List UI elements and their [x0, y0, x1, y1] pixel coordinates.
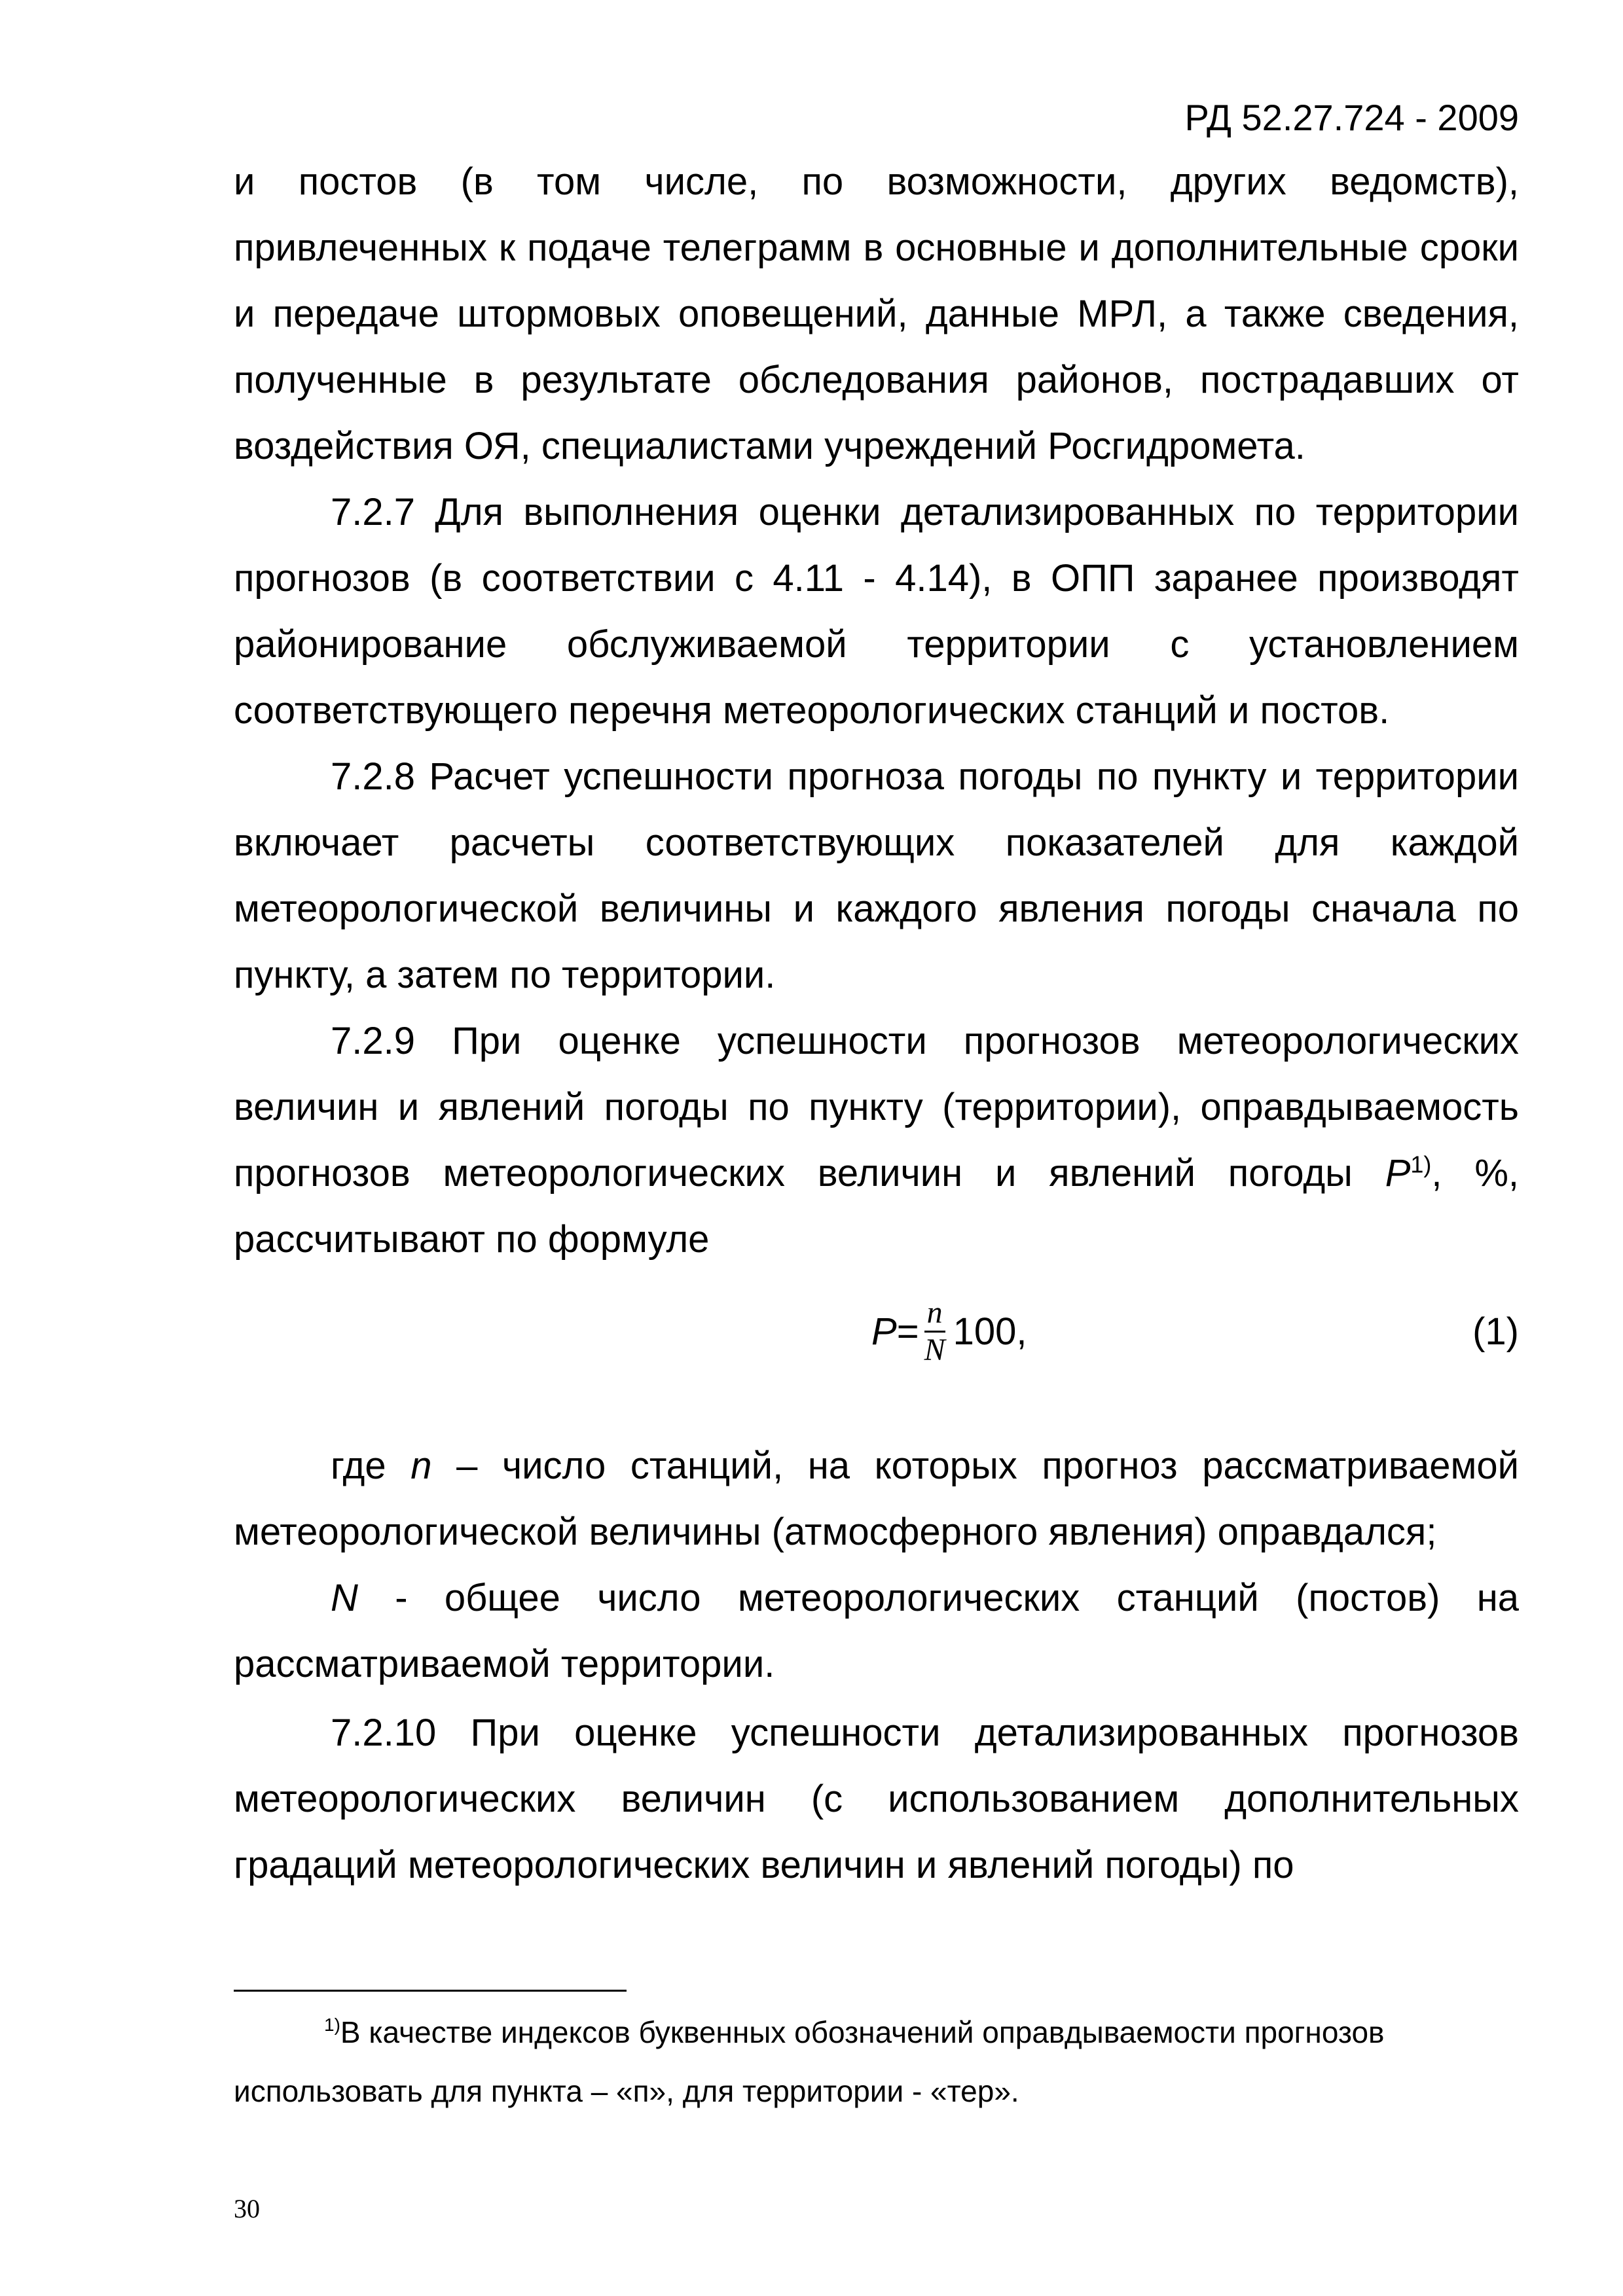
paragraph-7-2-9-text: 7.2.9 При оценке успешности прогнозов метеорологических величин и явлений погоды по пункту (территории), оправдываемость прогнозов метеорологических величин и явлений погоды — [234, 1020, 1519, 1194]
document-code: РД 52.27.724 - 2009 — [1184, 97, 1519, 138]
footnote-marker: 1) — [324, 2015, 340, 2035]
formula-equals: = — [896, 1310, 919, 1353]
footnote-text-1: В качестве индексов буквенных обозначений оправдываемости прогнозов — [340, 2015, 1385, 2049]
definition-N — [234, 1565, 1519, 1697]
equation-number: (1) — [1472, 1310, 1519, 1353]
footnote-line-2: использовать для пункта – «п», для территории - «тер». — [234, 2074, 1019, 2108]
formula-lhs: P — [871, 1310, 897, 1353]
definition-n-prefix: где — [331, 1444, 411, 1487]
definition-n-text: – число станций, на которых прогноз рассматриваемой метеорологической величины (атмосферного явления) оправдался; — [234, 1444, 1520, 1553]
symbol-N: N — [331, 1577, 358, 1619]
page-number: 30 — [234, 2194, 260, 2223]
paragraph-7-2-9 — [234, 1008, 1519, 1272]
definition-n — [234, 1433, 1519, 1565]
formula-denominator: N — [924, 1332, 945, 1367]
symbol-P: P — [1385, 1152, 1411, 1194]
paragraph-intro: и постов (в том числе, по возможности, других ведомств), привлеченных к подаче телеграмм в основные и дополнительные сроки и передаче штормовых оповещений, данные МРЛ, а также сведения, полученные в результате обследования районов, пострадавших от воздействия ОЯ, специалистами учреждений Росгидромета. — [234, 160, 1519, 467]
symbol-n: n — [410, 1444, 432, 1487]
paragraph-7-2-7: 7.2.7 Для выполнения оценки детализированных по территории прогнозов (в соответствии с 4.11 - 4.14), в ОПП заранее производят районирование обслуживаемой территории с установлением соответствующего перечня метеорологических станций и постов. — [234, 491, 1519, 732]
footnote-separator — [234, 1990, 627, 1992]
paragraph-7-2-8: 7.2.8 Расчет успешности прогноза погоды по пункту и территории включает расчеты соответствующих показателей для каждой метеорологической величины и каждого явления погоды сначала по пункту, а затем по территории. — [234, 755, 1519, 996]
formula — [871, 1285, 1027, 1377]
paragraph-7-2-10: 7.2.10 При оценке успешности детализированных прогнозов метеорологических величин (с использованием дополнительных градаций метеорологических величин и явлений погоды) по — [234, 1712, 1519, 1886]
body-text — [234, 149, 1519, 1898]
definition-N-text: - общее число метеорологических станций (постов) на рассматриваемой территории. — [234, 1577, 1519, 1685]
formula-factor: 100, — [953, 1310, 1027, 1353]
footnote — [234, 2003, 1519, 2121]
formula-numerator: n — [924, 1297, 945, 1333]
paragraph-7-2-9-tail: , %, рассчитывают по формуле — [234, 1152, 1520, 1261]
footnote-reference: 1) — [1410, 1151, 1432, 1178]
footnote-line-1 — [234, 2003, 1519, 2062]
formula-block — [234, 1285, 1519, 1377]
formula-fraction — [924, 1297, 945, 1367]
